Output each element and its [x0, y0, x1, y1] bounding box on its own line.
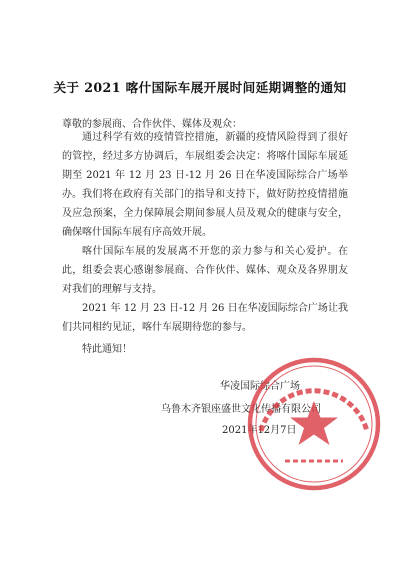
paragraph-1: 通过科学有效的疫情管控措施，新疆的疫情风险得到了很好的管控，经过多方协调后，车展组委会决定：将喀什国际车展延期至 2021 年 12 月 23 日-12 月 26 日在华凌国际综合广场举办。	[62, 132, 348, 200]
paragraph-3: 喀什国际车展的发展离不开您的亲力参与和关心爱护。在此，组委会衷心感谢参展商、合作伙伴、媒体、观众及各界朋友对我们的理解与支持。	[62, 246, 348, 295]
closing-line: 特此通知！	[82, 344, 132, 355]
notice-title: 关于 2021 喀什国际车展开展时间延期调整的通知	[53, 80, 347, 95]
salutation: 尊敬的参展商、合作伙伴、媒体及观众：	[62, 119, 242, 130]
company-seal-stamp-icon	[239, 349, 389, 499]
paragraph-4: 2021 年 12 月 23 日-12 月 26 日在华凌国际综合广场让我们共同相约见证，喀什车展期待您的参与。	[62, 303, 348, 333]
seal-star-icon	[290, 401, 338, 445]
signature-org-2: 乌鲁木齐银座盛世文化传播有限公司	[161, 404, 321, 415]
paragraph-2: 我们将在政府有关部门的指导和支持下，做好防控疫情措施及应急预案，全力保障展会期间参展人员及观众的健康与安全，确保喀什国际车展有序高效开展。	[62, 189, 348, 238]
signature-date: 2021年12月7日	[222, 425, 297, 436]
signature-org-1: 华凌国际综合广场	[220, 381, 300, 392]
